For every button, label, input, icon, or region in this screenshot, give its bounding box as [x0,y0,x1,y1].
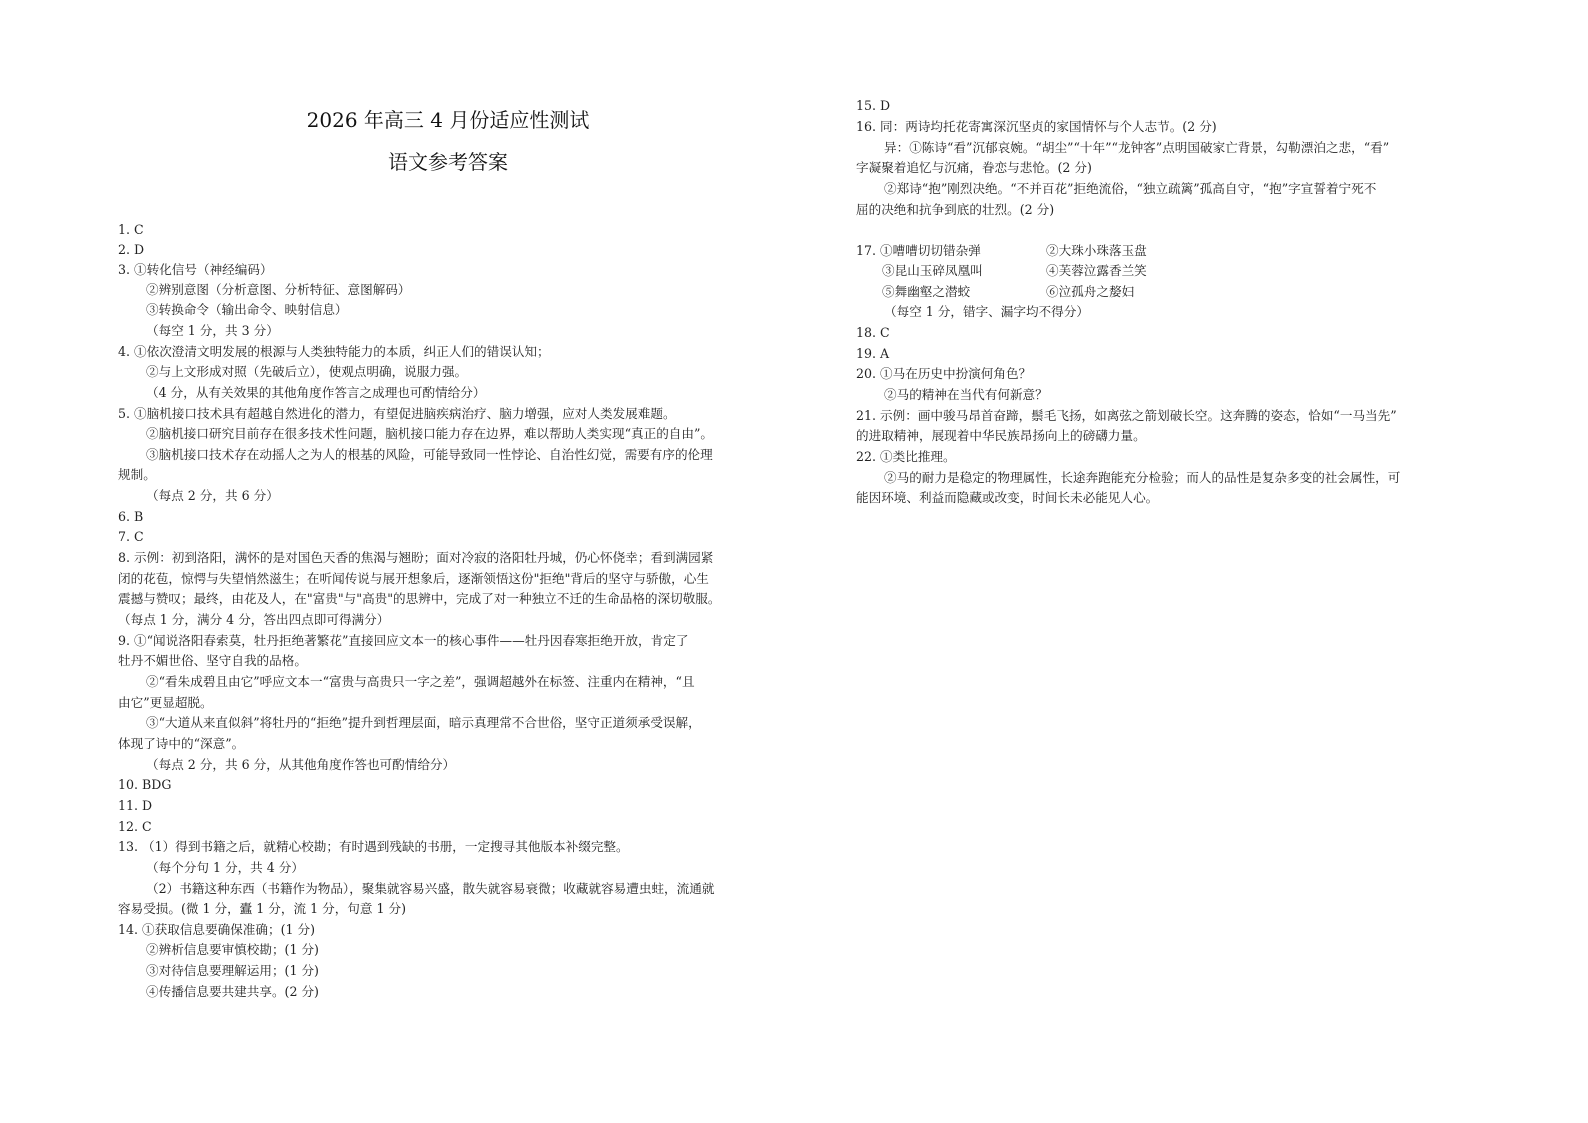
answer-20-line-2: ②马的精神在当代有何新意？ [884,387,1048,402]
answer-8-score: （每点 1 分，满分 4 分，答出四点即可得满分） [118,612,390,627]
answer-9-line-2: 牡丹不媚世俗、坚守自我的品格。 [118,653,307,668]
answer-16-line-1: 16. 同：两诗均托花寄寓深沉坚贞的家国情怀与个人志节。(2 分) [856,119,1217,134]
answer-8-line-2: 闭的花苞，惊愕与失望悄然滋生；在听闻传说与展开想象后，逐渐领悟这份"拒绝"背后的坚守与骄傲，心生 [118,571,709,586]
answer-16-line-3: 字凝聚着追忆与沉痛，眷恋与悲怆。(2 分) [856,160,1092,175]
answer-4-line-1: 4. ①依次澄清文明发展的根源与人类独特能力的本质，纠正人们的错误认知； [118,344,550,359]
answer-15: 15. D [856,98,891,113]
answer-13-line-1: 13. （1）得到书籍之后，就精心校勘；有时遇到残缺的书册，一定搜寻其他版本补缀完整。 [118,839,629,854]
answer-9-line-5: ③“大道从来直似斜”将牡丹的“拒绝”提升到哲理层面，暗示真理常不合世俗，坚守正道须承受误解， [146,715,701,730]
answer-21-line-2: 的进取精神，展现着中华民族昂扬向上的磅礴力量。 [856,428,1146,443]
answer-3-line-3: ③转换命令（输出命令、映射信息） [146,302,348,317]
answer-5-line-2: ②脑机接口研究目前存在很多技术性问题，脑机接口能力存在边界，难以帮助人类实现“真正的自由”。 [146,426,714,441]
answer-16-line-2: 异：①陈诗“看”沉郁哀婉。“胡尘”“十年”“龙钟客”点明国破家亡背景，勾勒漂泊之悲，“看” [884,140,1390,155]
answer-1: 1. C [118,222,144,237]
answer-5-line-1: 5. ①脑机接口技术具有超越自然进化的潜力，有望促进脑疾病治疗、脑力增强，应对人类发展难题。 [118,406,676,421]
answer-22-line-3: 能因环境、利益而隐藏或改变，时间长未必能见人心。 [856,490,1159,505]
answer-17-line-2b: ④芙蓉泣露香兰笑 [1046,263,1147,278]
answer-13-line-3: 容易受损。(微 1 分，蠹 1 分，流 1 分，句意 1 分) [118,901,406,916]
answer-9-line-3: ②“看朱成碧且由它”呼应文本一“富贵与高贵只一字之差”，强调超越外在标签、注重内在精神，“且 [146,674,695,689]
answer-16-line-4: ②郑诗“抱”刚烈决绝。“不并百花”拒绝流俗，“独立疏篱”孤高自守，“抱”字宣誓着宁死不 [884,181,1377,196]
answer-14-line-1: 14. ①获取信息要确保准确；(1 分) [118,922,315,937]
answer-14-line-4: ④传播信息要共建共享。(2 分) [146,984,319,999]
answer-5-score: （每点 2 分，共 6 分） [146,488,279,503]
answer-2: 2. D [118,242,145,257]
answer-20-line-1: 20. ①马在历史中扮演何角色？ [856,366,1032,381]
answer-19: 19. A [856,346,890,361]
answer-22-line-2: ②马的耐力是稳定的物理属性，长途奔跑能充分检验；而人的品性是复杂多变的社会属性，可 [884,470,1401,485]
answer-5-line-3b: 规制。 [118,467,156,482]
answer-14-line-2: ②辨析信息要审慎校勘；(1 分) [146,942,319,957]
page-subtitle: 语文参考答案 [388,150,508,174]
answer-14-line-3: ③对待信息要理解运用；(1 分) [146,963,319,978]
answer-4-score: （4 分，从有关效果的其他角度作答言之成理也可酌情给分） [146,385,486,400]
answer-13-score-1: （每个分句 1 分，共 4 分） [146,860,304,875]
answer-3-score: （每空 1 分，共 3 分） [146,323,279,338]
answer-6: 6. B [118,509,144,524]
answer-12: 12. C [118,819,152,834]
answer-9-line-6: 体现了诗中的“深意”。 [118,736,245,751]
answer-11: 11. D [118,798,153,813]
answer-17-line-2a: ③昆山玉碎凤凰叫 [882,263,983,278]
answer-13-line-2: （2）书籍这种东西（书籍作为物品），聚集就容易兴盛，散失就容易衰微；收藏就容易遭虫蛀，流通就 [146,881,715,896]
answer-8-line-1: 8. 示例：初到洛阳，满怀的是对国色天香的焦渴与翘盼；面对冷寂的洛阳牡丹城，仍心怀侥幸；看到满园紧 [118,550,714,565]
answer-8-line-3: 震撼与赞叹；最终，由花及人，在"富贵"与"高贵"的思辨中，完成了对一种独立不迁的生命品格的深切敬服。 [118,591,721,606]
answer-17-line-1b: ②大珠小珠落玉盘 [1046,243,1147,258]
answer-9-line-4: 由它”更显超脱。 [118,695,213,710]
answer-7: 7. C [118,529,144,544]
answer-5-line-3a: ③脑机接口技术存在动摇人之为人的根基的风险，可能导致同一性悖论、自治性幻觉，需要有序的伦理 [146,447,713,462]
answer-18: 18. C [856,325,890,340]
answer-17-line-1a: 17. ①嘈嘈切切错杂弹 [856,243,981,258]
answer-17-line-3b: ⑥泣孤舟之嫠妇 [1046,284,1135,299]
page-title: 2026 年高三 4 月份适应性测试 [306,108,590,132]
answer-17-score: （每空 1 分，错字、漏字均不得分） [884,304,1089,319]
answer-3-line-2: ②辨别意图（分析意图、分析特征、意图解码） [146,282,411,297]
answer-4-line-2: ②与上文形成对照（先破后立），使观点明确，说服力强。 [146,364,468,379]
answer-17-line-3a: ⑤舞幽壑之潜蛟 [882,284,971,299]
answer-16-line-5: 屈的决绝和抗争到底的壮烈。(2 分) [856,202,1055,217]
answer-10: 10. BDG [118,777,172,792]
answer-9-score: （每点 2 分，共 6 分，从其他角度作答也可酌情给分） [146,757,456,772]
answer-22-line-1: 22. ①类比推理。 [856,449,956,464]
answer-3-line-1: 3. ①转化信号（神经编码） [118,262,273,277]
answer-9-line-1: 9. ①“闻说洛阳春索莫，牡丹拒绝著繁花”直接回应文本一的核心事件——牡丹因春寒拒绝开放，肯定了 [118,633,689,648]
answer-21-line-1: 21. 示例：画中骏马昂首奋蹄，鬃毛飞扬，如离弦之箭划破长空。这奔腾的姿态，恰如“一马当先” [856,408,1397,423]
